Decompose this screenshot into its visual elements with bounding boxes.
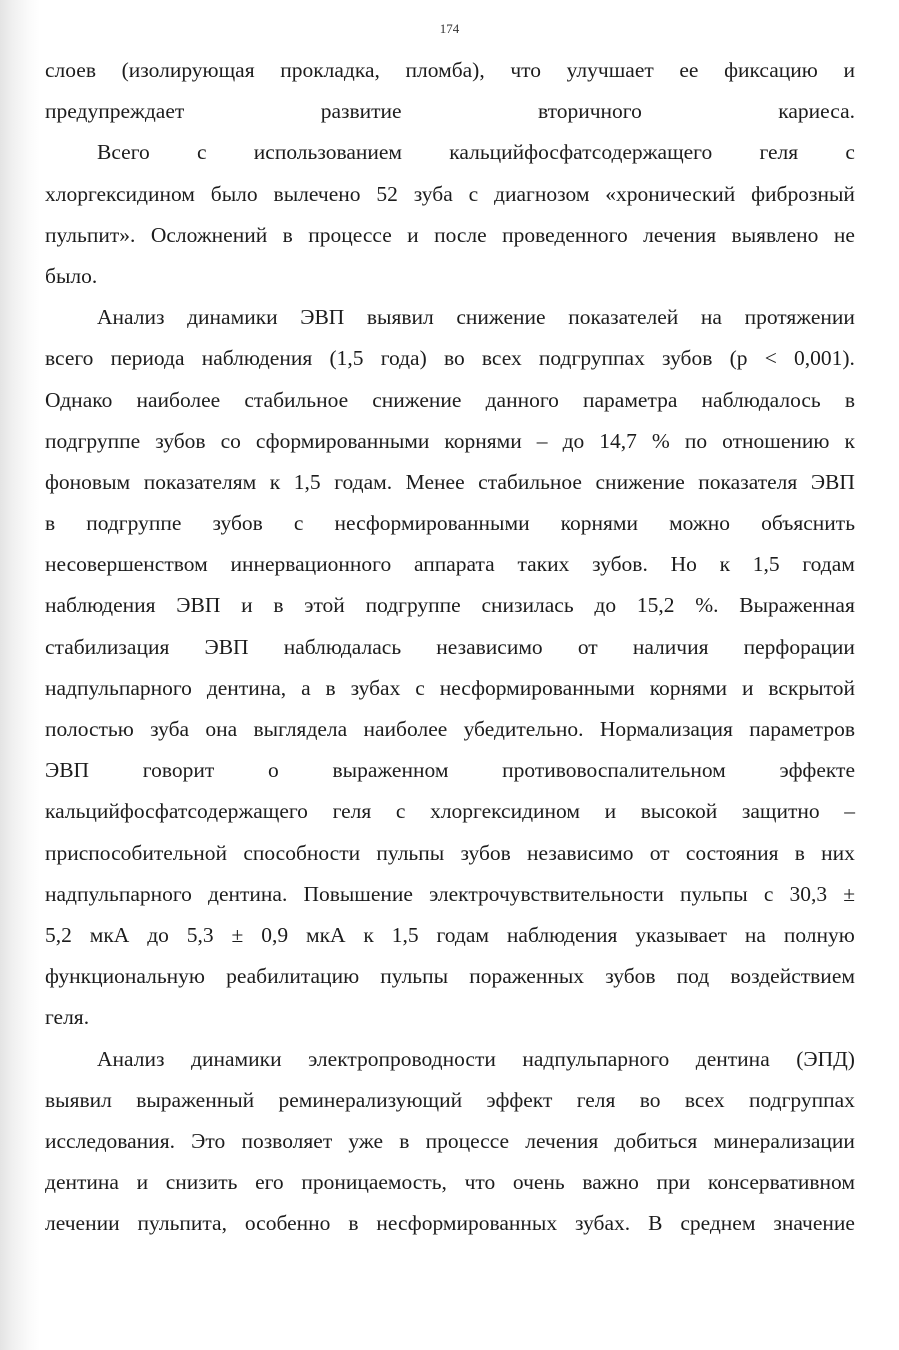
word: пульпита, [137, 1211, 227, 1236]
word: подгруппе [365, 593, 461, 618]
text-line [45, 421, 855, 462]
word: надпульпарного [522, 1046, 670, 1071]
word: уже [348, 1128, 384, 1153]
word: 15,2 [636, 593, 675, 618]
word: Повышение [303, 881, 413, 906]
word: воздействием [730, 964, 855, 989]
word: стабильное [478, 469, 582, 494]
word: лечения [525, 1128, 599, 1153]
word: значение [773, 1211, 855, 1236]
word: геля [759, 140, 799, 165]
word: зубов [662, 346, 713, 371]
word: от [577, 634, 598, 659]
word: наиболее [363, 717, 448, 741]
word: Осложнений [150, 222, 268, 247]
paragraph-2 [45, 132, 855, 297]
word: в [399, 1128, 410, 1153]
word: корнями [444, 428, 522, 453]
word: способности [243, 840, 361, 865]
word: очень [512, 1170, 565, 1195]
word: на [700, 305, 722, 330]
word: подгруппе [45, 428, 141, 453]
word: полную [783, 922, 855, 947]
word: и [241, 593, 253, 618]
text-line [45, 1039, 855, 1080]
word: дентина, [206, 675, 287, 700]
word: них [821, 840, 855, 865]
word: годам [802, 552, 855, 577]
word: ЭВП [204, 634, 249, 659]
word: Выраженная [739, 593, 855, 618]
word: и [604, 799, 617, 824]
word: динамики [191, 1046, 282, 1071]
word: а [301, 675, 311, 700]
word: надпульпарного [45, 675, 192, 700]
word: хлоргексидином [45, 181, 195, 206]
word: добиться [614, 1128, 698, 1153]
word: надпульпарного [45, 881, 192, 906]
word: проницаемость, [301, 1170, 447, 1195]
text-line [45, 215, 855, 256]
word: зуба [150, 717, 190, 741]
word: динамики [187, 305, 278, 330]
word: ЭВП [176, 593, 221, 618]
word: состояния [685, 840, 779, 865]
text-line [45, 750, 855, 791]
word: во [443, 346, 465, 371]
word: с [763, 881, 774, 906]
word: снизилась [481, 593, 574, 618]
word: фоновым [45, 469, 131, 494]
text-line [45, 50, 855, 91]
word: процессе [308, 222, 392, 247]
word: Это [191, 1128, 226, 1153]
word: пораженных [469, 964, 585, 989]
word: пульпы [376, 840, 445, 865]
word: противовоспалительном [502, 758, 726, 783]
word: использованием [253, 140, 403, 165]
word: В [648, 1211, 663, 1236]
text-line [45, 132, 855, 173]
paragraph-3 [45, 297, 855, 1038]
word: несовершенством [45, 552, 208, 577]
word: она [205, 717, 238, 741]
word: периода [110, 346, 185, 371]
text-line: было. [45, 263, 98, 288]
text-line [45, 709, 855, 750]
word: прокладка, [280, 58, 380, 82]
word: показателя [698, 469, 798, 494]
word: с [293, 511, 304, 536]
paragraph-1 [45, 50, 855, 132]
word: слоев [45, 58, 96, 82]
word: показателям [143, 469, 257, 494]
word: показателей [568, 305, 679, 330]
word: ЭВП [810, 469, 855, 494]
word: с [196, 140, 207, 165]
word: позволяет [241, 1128, 333, 1153]
word: и [136, 1170, 149, 1195]
word: наблюдалась [283, 634, 402, 659]
word: наблюдалось [701, 387, 821, 412]
word: перфорации [743, 634, 855, 659]
word: высокой [640, 799, 718, 824]
word: сформированными [255, 428, 430, 453]
page-number: 174 [439, 21, 460, 36]
word: наличия [632, 634, 709, 659]
word: снижение [372, 387, 462, 412]
word: приспособительной [45, 840, 228, 865]
word: на [744, 922, 766, 947]
word: 0,9 [261, 922, 289, 947]
word: несформированными [439, 675, 635, 700]
text-line: геля. [45, 1005, 90, 1030]
word: эффект [486, 1087, 553, 1112]
word: наиболее [136, 387, 221, 412]
text-line [45, 1162, 855, 1203]
word: выявил [45, 1087, 112, 1112]
word: подгруппе [86, 511, 182, 536]
word: особенно [244, 1211, 331, 1236]
text-line [45, 833, 855, 874]
word: подгруппах [749, 1087, 855, 1112]
word: % [651, 428, 670, 453]
word: и [741, 675, 754, 700]
word: о [267, 758, 279, 783]
word: Анализ [97, 305, 165, 330]
word: можно [669, 511, 731, 536]
word: в [844, 387, 855, 412]
word: электропроводности [308, 1046, 496, 1071]
text-line [45, 1121, 855, 1162]
word: важно [582, 1170, 639, 1195]
text-line [45, 338, 855, 379]
word: Анализ [97, 1046, 165, 1071]
word: хлоргексидином [430, 799, 580, 824]
word: объяснить [761, 511, 855, 536]
word: аппарата [413, 552, 495, 577]
word: – [844, 799, 855, 824]
word: зубов. [592, 552, 648, 577]
word: (ЭПД) [796, 1046, 855, 1071]
word: наблюдения [506, 922, 618, 947]
word: говорит [142, 758, 215, 783]
word: независимо [436, 634, 543, 659]
word: 1,5 [752, 552, 780, 577]
word: 1,5 [293, 469, 321, 494]
word: в [794, 840, 805, 865]
word: стабилизация [45, 634, 170, 659]
word: улучшает [566, 58, 654, 82]
word: в [273, 593, 284, 618]
word: и [407, 222, 419, 247]
word: таких [517, 552, 570, 577]
word: всего [45, 346, 94, 371]
word: после [434, 222, 487, 247]
word: выявил [366, 305, 434, 330]
word: кальцийфосфатсодержащего [45, 799, 308, 824]
word: в [325, 675, 336, 700]
word: по [684, 428, 708, 453]
word: несформированными [334, 511, 530, 536]
text-line [45, 1203, 855, 1244]
word: от [649, 840, 670, 865]
word: эффекте [779, 758, 855, 783]
word: снижение [595, 469, 685, 494]
word: процессе [425, 1128, 510, 1153]
word: протяжении [744, 305, 855, 330]
text-line [45, 297, 855, 338]
text-line [45, 174, 855, 215]
word: ее [679, 58, 699, 82]
word: 1,5 [391, 922, 419, 947]
word: к [363, 922, 374, 947]
word: зубов [212, 511, 263, 536]
word: с [845, 140, 855, 165]
text-line [45, 668, 855, 709]
word: с [468, 181, 479, 206]
word: лечения [643, 222, 717, 247]
word: проведенного [502, 222, 628, 247]
word: снижение [456, 305, 546, 330]
word: вылечено [273, 181, 361, 206]
text-line: предупреждает развитие вторичного кариеса. [45, 99, 855, 124]
word: геля [576, 1087, 616, 1112]
text-line [45, 380, 855, 421]
word: под [676, 964, 710, 989]
word: Нормализация [599, 717, 733, 741]
word: минерализации [713, 1128, 855, 1153]
word: корнями [649, 675, 728, 700]
text-line [45, 874, 855, 915]
word: среднем [680, 1211, 756, 1236]
word: выраженный [136, 1087, 255, 1112]
word: ЭВП [300, 305, 345, 330]
word: при [656, 1170, 691, 1195]
word: подгруппах [538, 346, 645, 371]
word: наблюдения [45, 593, 156, 618]
word: в [45, 511, 56, 536]
word: защитно [741, 799, 820, 824]
word: Менее [405, 469, 465, 494]
word: 5,2 [45, 922, 72, 947]
word: фиброзный [751, 181, 855, 206]
text-line [45, 956, 855, 997]
word: во [639, 1087, 661, 1112]
word: к [719, 552, 731, 577]
word: корнями [560, 511, 639, 536]
word: что [464, 1170, 496, 1195]
scan-edge-shadow [0, 0, 40, 1350]
word: с [395, 799, 406, 824]
word: с [415, 675, 425, 700]
word: 30,3 [789, 881, 828, 906]
word: лечении [45, 1211, 120, 1236]
word: «хронический [605, 181, 736, 206]
word: к [269, 469, 281, 494]
word: до [147, 922, 169, 947]
word: зубов [460, 840, 511, 865]
word: параметров [749, 717, 855, 741]
word: зуба [413, 181, 453, 206]
word: пломба), [405, 58, 485, 82]
text-line [45, 503, 855, 544]
word: данного [485, 387, 559, 412]
word: в [348, 1211, 359, 1236]
word: всех [481, 346, 522, 371]
word: параметра [582, 387, 678, 412]
word: не [833, 222, 855, 247]
word: до [594, 593, 617, 618]
word: < [764, 346, 777, 371]
word: зубах [350, 675, 401, 700]
word: функциональную [45, 964, 205, 989]
word: выявлено [731, 222, 819, 247]
word: электрочувствительности [429, 881, 664, 906]
word: со [220, 428, 241, 453]
word: консервативном [707, 1170, 855, 1195]
word: ЭВП [45, 758, 90, 783]
word: – [536, 428, 548, 453]
word: 0,001). [794, 346, 855, 371]
word: этой [304, 593, 345, 618]
text-line [45, 791, 855, 832]
word: мкА [305, 922, 346, 947]
word: реабилитацию [226, 964, 360, 989]
word: убедительно. [463, 717, 584, 741]
word: дентина [45, 1170, 119, 1195]
word: его [255, 1170, 284, 1195]
text-line [45, 627, 855, 668]
text-line [45, 544, 855, 585]
word: (1,5 [329, 346, 364, 371]
text-line [45, 585, 855, 626]
word: всех [684, 1087, 725, 1112]
word: годам. [334, 469, 393, 494]
word: было [210, 181, 258, 206]
word: к [844, 428, 855, 453]
word: реминерализующий [278, 1087, 463, 1112]
word: (изолирующая [121, 58, 255, 82]
word: 5,3 [186, 922, 214, 947]
text-line [45, 462, 855, 503]
word: несформированных [376, 1211, 558, 1236]
body-text [45, 50, 855, 1244]
word: зубах. [575, 1211, 631, 1236]
text-line [45, 1080, 855, 1121]
word: Однако [45, 387, 113, 412]
word: выглядела [253, 717, 348, 741]
word: фиксацию [724, 58, 818, 82]
word: независимо [527, 840, 634, 865]
word: стабильное [244, 387, 349, 412]
word: дентина. [208, 881, 288, 906]
word: снизить [165, 1170, 238, 1195]
word: полостью [45, 717, 134, 741]
word: (р [729, 346, 748, 371]
word: Всего [97, 140, 150, 165]
word: годам [436, 922, 490, 947]
word: пульпы [679, 881, 748, 906]
word: 52 [376, 181, 398, 206]
word: зубов [155, 428, 206, 453]
word: %. [695, 593, 719, 618]
word: наблюдения [201, 346, 313, 371]
paragraph-4 [45, 1039, 855, 1245]
word: геля [332, 799, 372, 824]
word: 14,7 [599, 428, 637, 453]
word: ± [231, 922, 244, 947]
word: иннервационного [230, 552, 392, 577]
word: что [510, 58, 542, 82]
word: выраженном [332, 758, 449, 783]
text-line [45, 915, 855, 956]
word: дентина [695, 1046, 770, 1071]
word: кальцийфосфатсодержащего [449, 140, 713, 165]
word: отношению [722, 428, 830, 453]
word: в [282, 222, 293, 247]
word: указывает [635, 922, 728, 947]
word: пульпы [380, 964, 449, 989]
word: диагнозом [494, 181, 590, 206]
word: мкА [89, 922, 130, 947]
word: пульпит». [45, 222, 136, 247]
word: вскрытой [768, 675, 855, 700]
word: до [562, 428, 585, 453]
word: исследования. [45, 1128, 175, 1153]
word: ± [843, 881, 855, 906]
word: Но [670, 552, 697, 577]
word: и [843, 58, 855, 82]
word: года) [380, 346, 427, 371]
word: зубов [605, 964, 656, 989]
